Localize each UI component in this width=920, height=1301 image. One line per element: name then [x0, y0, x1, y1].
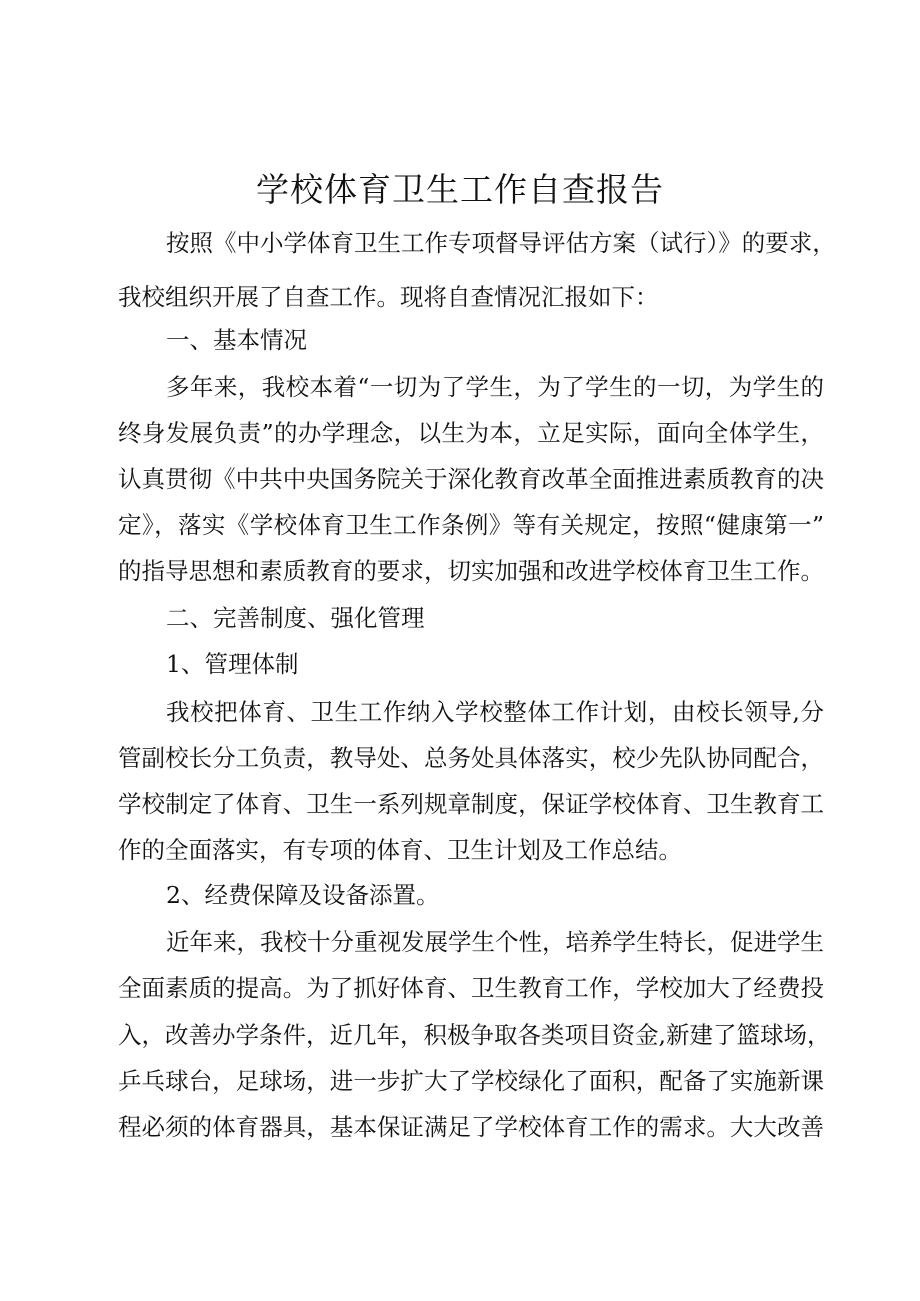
- document-title: 学校体育卫生工作自查报告: [256, 170, 664, 209]
- paragraph-line: 按照《中小学体育卫生工作专项督导评估方案（试行）》的要求，: [166, 229, 836, 257]
- paragraph-line: 管副校长分工负责，教导处、总务处具体落实，校少先队协同配合，: [118, 744, 824, 772]
- paragraph-line: 作的全面落实，有专项的体育、卫生计划及工作总结。: [118, 836, 682, 864]
- paragraph-line: 我校组织开展了自查工作。现将自查情况汇报如下：: [118, 283, 659, 311]
- paragraph-line: 学校制定了体育、卫生一系列规章制度，保证学校体育、卫生教育工: [118, 790, 824, 818]
- paragraph-line: 的指导思想和素质教育的要求，切实加强和改进学校体育卫生工作。: [118, 557, 824, 585]
- paragraph-line: 我校把体育、卫生工作纳入学校整体工作计划，由校长领导,分: [166, 698, 824, 726]
- paragraph-line: 近年来，我校十分重视发展学生个性，培养学生特长，促进学生: [166, 928, 824, 956]
- section-heading: 二、完善制度、强化管理: [166, 604, 425, 632]
- paragraph-line: 入，改善办学条件，近几年，积极争取各类项目资金,新建了篮球场，: [118, 1021, 831, 1049]
- paragraph-line: 多年来，我校本着“一切为了学生，为了学生的一切，为学生的: [166, 373, 824, 401]
- paragraph-line: 程必须的体育器具，基本保证满足了学校体育工作的需求。大大改善: [118, 1113, 824, 1141]
- paragraph-line: 认真贯彻《中共中央国务院关于深化教育改革全面推进素质教育的决: [118, 465, 824, 493]
- paragraph-line: 乒乓球台，足球场，进一步扩大了学校绿化了面积，配备了实施新课: [118, 1067, 824, 1095]
- section-heading: 一、基本情况: [166, 326, 307, 354]
- paragraph-line: 全面素质的提高。为了抓好体育、卫生教育工作，学校加大了经费投: [118, 974, 824, 1002]
- subsection-heading: 1、管理体制: [166, 650, 299, 678]
- subsection-heading: 2、经费保障及设备添置。: [166, 881, 440, 909]
- paragraph-line: 终身发展负责”的办学理念，以生为本，立足实际，面向全体学生，: [118, 419, 824, 447]
- paragraph-line: 定》，落实《学校体育卫生工作条例》等有关规定，按照“健康第一”: [118, 511, 824, 539]
